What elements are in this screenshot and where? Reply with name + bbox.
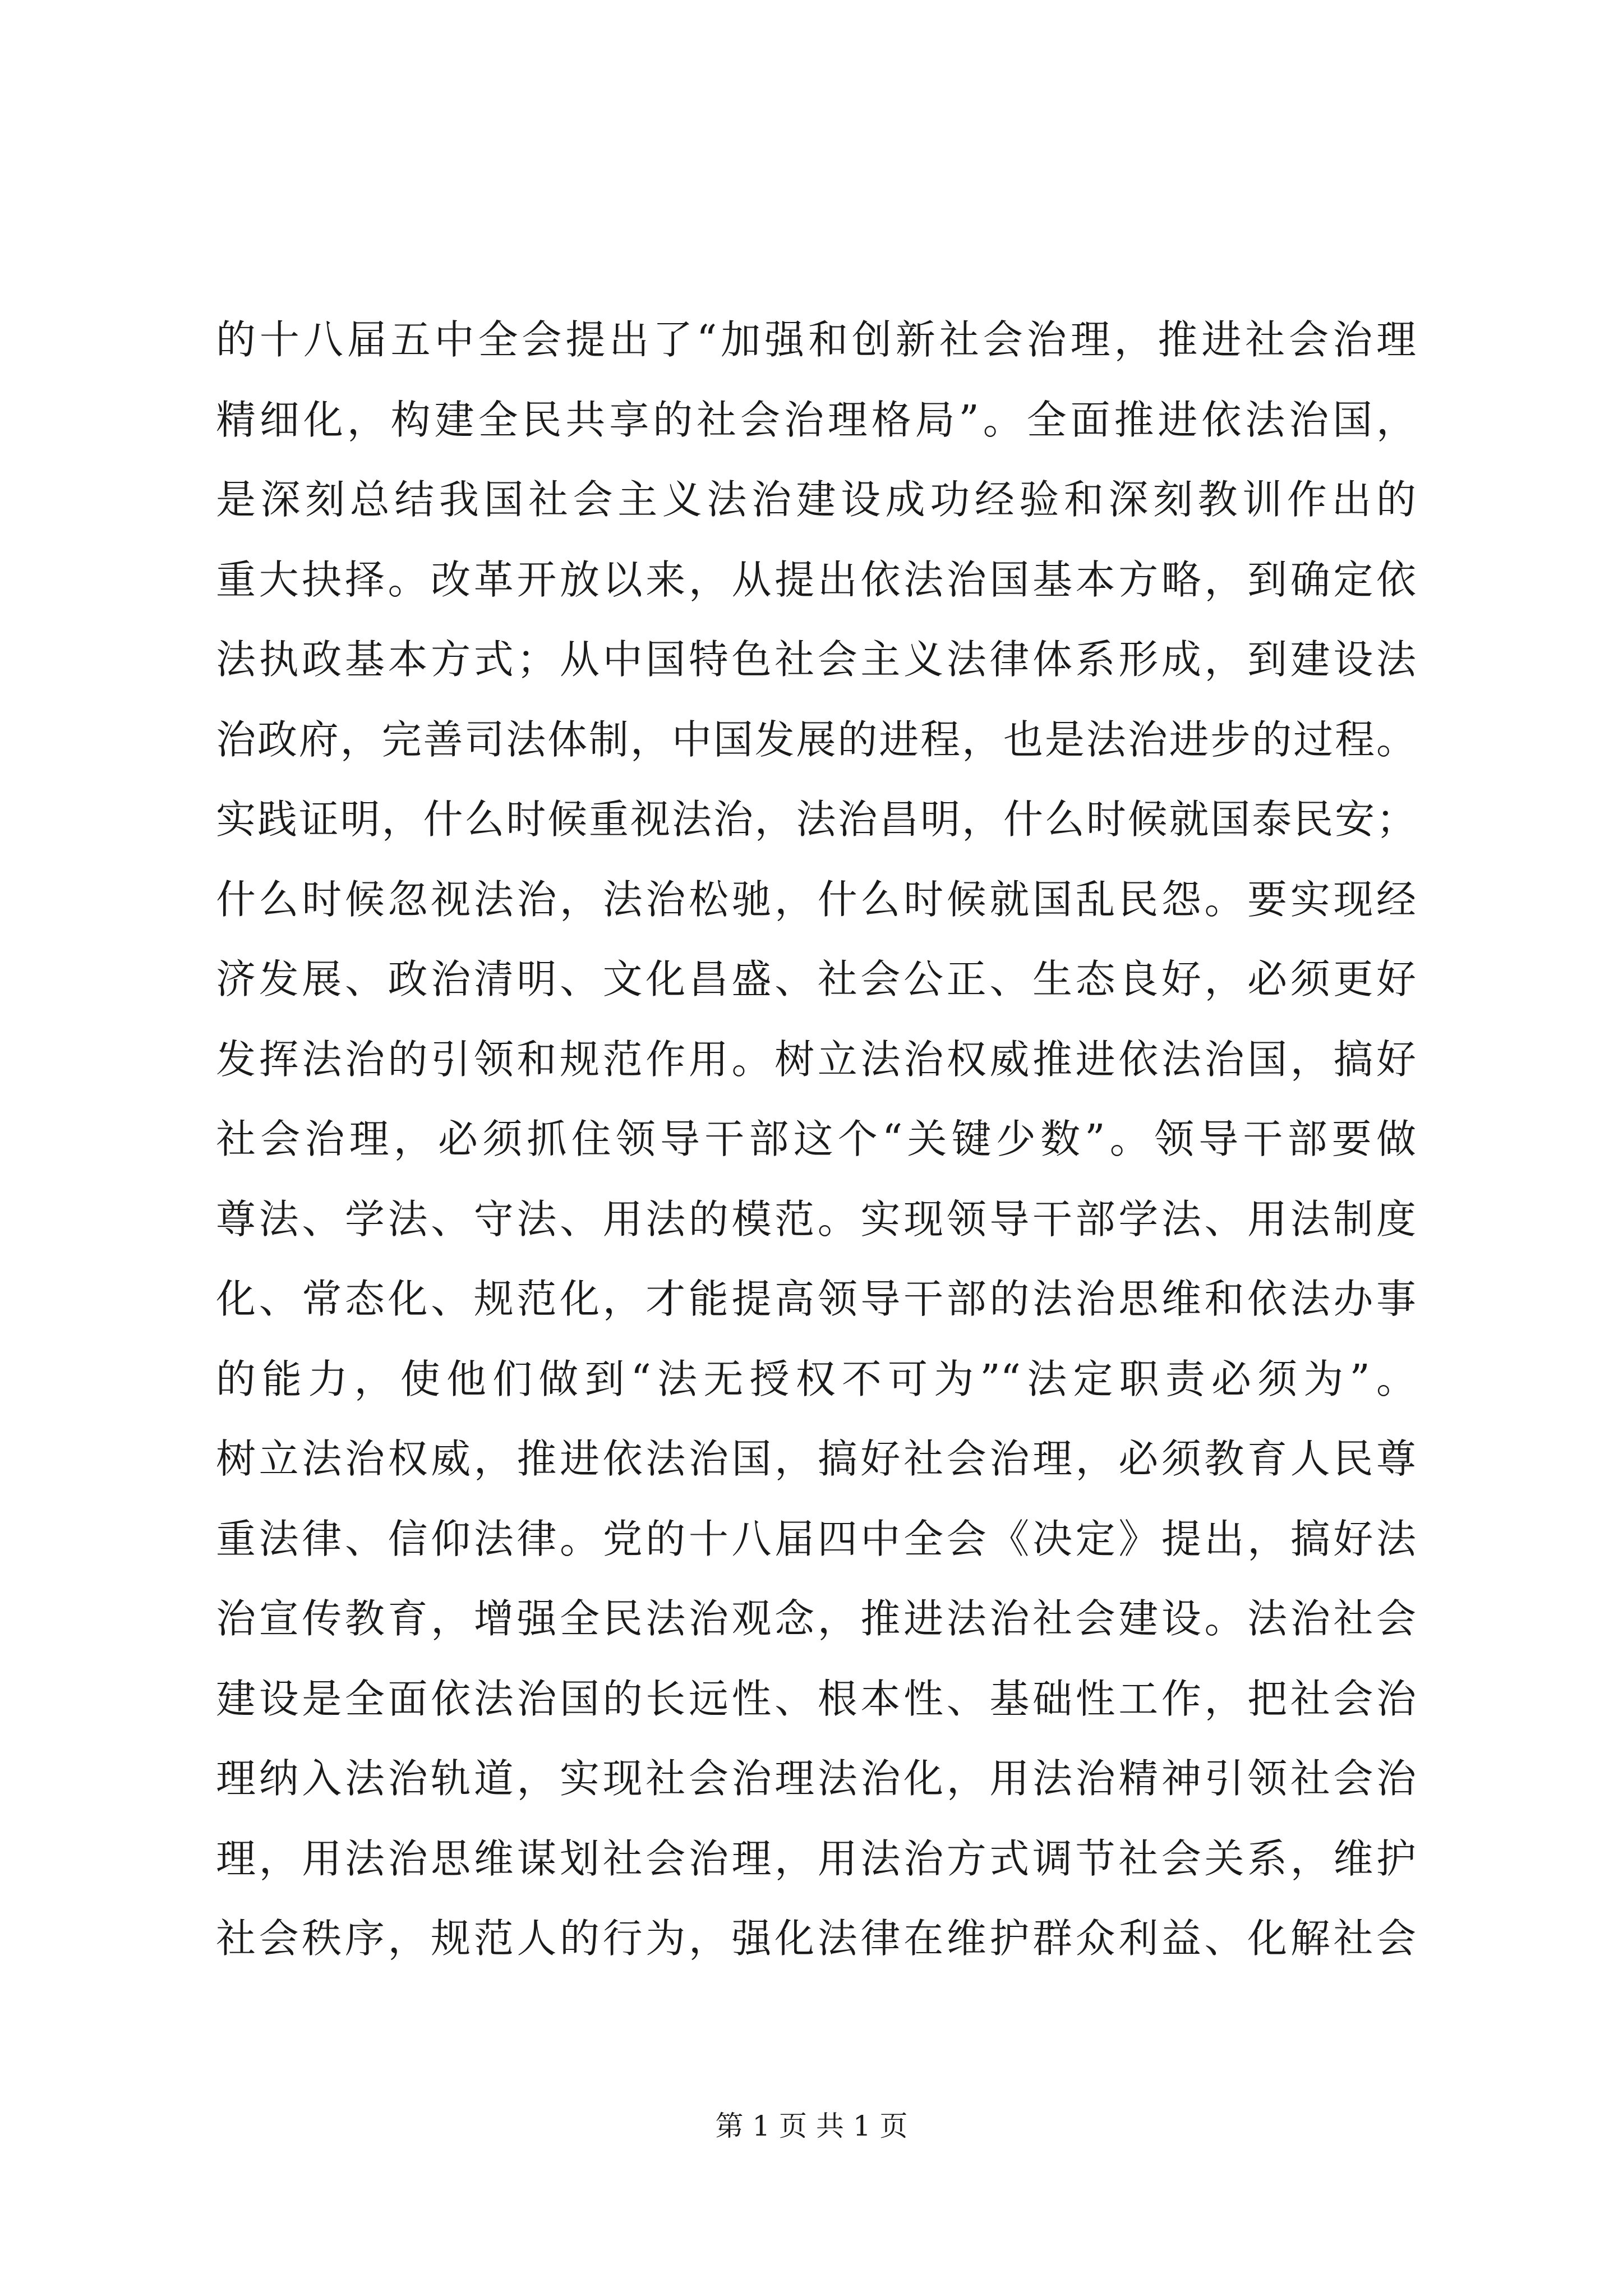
text-line: 发挥法治的引领和规范作用。树立法治权威推进依法治国，搞好 bbox=[216, 1036, 1416, 1083]
text-line: 理，用法治思维谋划社会治理，用法治方式调节社会关系，维护 bbox=[216, 1835, 1416, 1882]
text-line: 法执政基本方式；从中国特色社会主义法律体系形成，到建设法 bbox=[216, 636, 1416, 683]
text-line: 社会秩序，规范人的行为，强化法律在维护群众利益、化解社会 bbox=[216, 1915, 1416, 1962]
text-line: 重大抉择。改革开放以来，从提出依法治国基本方略，到确定依 bbox=[216, 556, 1416, 603]
text-line: 治政府，完善司法体制，中国发展的进程，也是法治进步的过程。 bbox=[216, 716, 1416, 763]
text-line: 社会治理，必须抓住领导干部这个“关键少数”。领导干部要做 bbox=[216, 1116, 1416, 1162]
text-line: 重法律、信仰法律。党的十八届四中全会《决定》提出，搞好法 bbox=[216, 1515, 1416, 1562]
text-line: 是深刻总结我国社会主义法治建设成功经验和深刻教训作出的 bbox=[216, 476, 1416, 523]
page-footer: 第 1 页 共 1 页 bbox=[715, 2110, 908, 2142]
text-line: 济发展、政治清明、文化昌盛、社会公正、生态良好，必须更好 bbox=[216, 956, 1416, 1002]
text-line: 什么时候忽视法治，法治松驰，什么时候就国乱民怨。要实现经 bbox=[216, 876, 1416, 923]
text-line: 化、常态化、规范化，才能提高领导干部的法治思维和依法办事 bbox=[216, 1276, 1416, 1322]
text-line: 的十八届五中全会提出了“加强和创新社会治理，推进社会治理 bbox=[216, 316, 1416, 363]
body-text bbox=[216, 300, 1416, 1979]
text-line: 尊法、学法、守法、用法的模范。实现领导干部学法、用法制度 bbox=[216, 1195, 1416, 1243]
text-line: 理纳入法治轨道，实现社会治理法治化，用法治精神引领社会治 bbox=[216, 1755, 1416, 1802]
text-line: 的能力，使他们做到“法无授权不可为”“法定职责必须为”。 bbox=[216, 1355, 1416, 1402]
text-line: 实践证明，什么时候重视法治，法治昌明，什么时候就国泰民安； bbox=[216, 796, 1416, 843]
text-line: 树立法治权威，推进依法治国，搞好社会治理，必须教育人民尊 bbox=[216, 1435, 1416, 1482]
text-line: 治宣传教育，增强全民法治观念，推进法治社会建设。法治社会 bbox=[216, 1595, 1416, 1642]
text-line: 建设是全面依法治国的长远性、根本性、基础性工作，把社会治 bbox=[216, 1675, 1416, 1722]
text-line: 精细化，构建全民共享的社会治理格局”。全面推进依法治国， bbox=[216, 396, 1416, 443]
